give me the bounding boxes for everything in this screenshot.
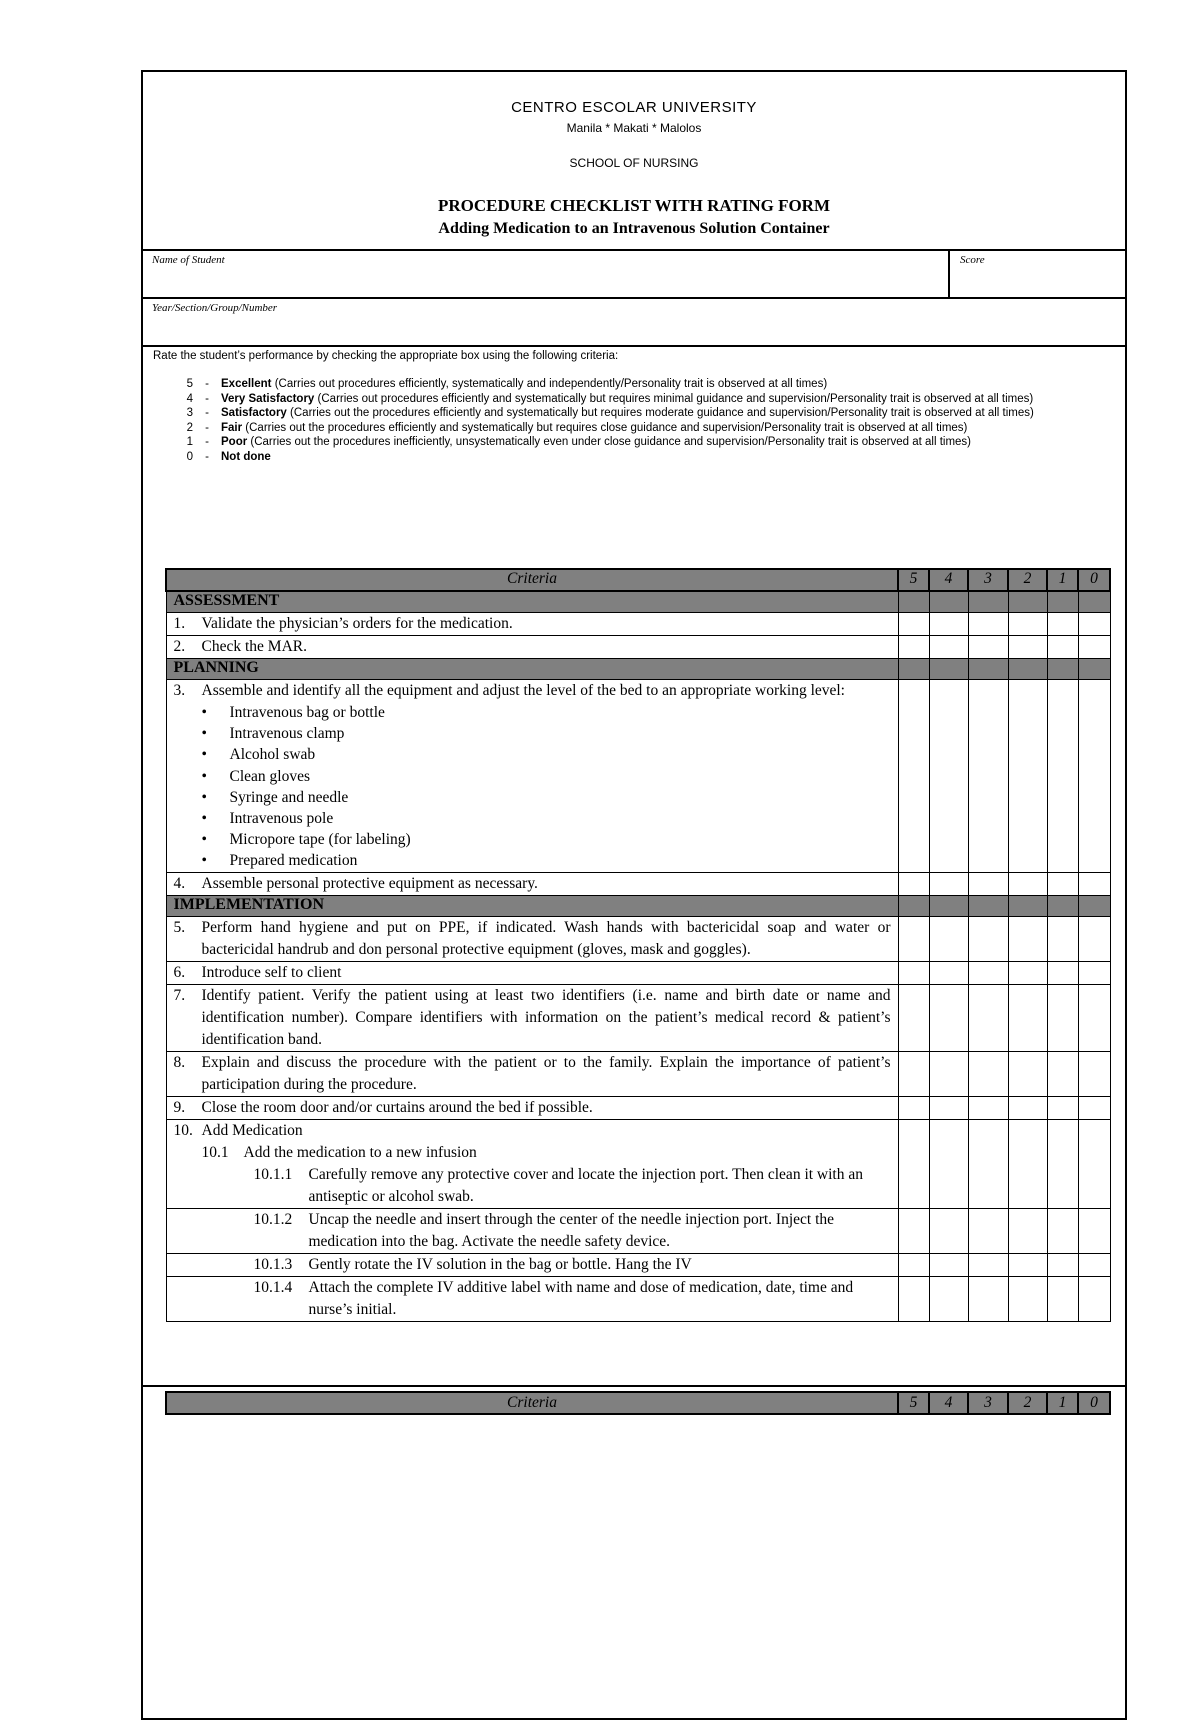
score-cell[interactable] — [968, 1276, 1008, 1321]
score-cell[interactable] — [1008, 1051, 1047, 1096]
form-title: PROCEDURE CHECKLIST WITH RATING FORM — [438, 196, 830, 215]
score-cell[interactable] — [898, 961, 929, 984]
section-implementation: IMPLEMENTATION — [166, 895, 898, 916]
criteria-item: 10.1.3 Gently rotate the IV solution in the bag or bottle. Hang the IV — [166, 1253, 898, 1276]
score-cell[interactable] — [968, 916, 1008, 961]
table-row — [166, 1276, 1110, 1321]
score-cell[interactable] — [968, 613, 1008, 636]
score-cell[interactable] — [1047, 984, 1078, 1051]
criteria-item: 2. Check the MAR. — [166, 636, 898, 659]
criteria-item: 7. Identify patient. Verify the patient using at least two identifiers (i.e. name and birth date or name and identification number). Compare identifiers with information on the patient’s medical record & patient’s identification band. — [166, 984, 898, 1051]
score-cell[interactable] — [929, 984, 968, 1051]
score-cell[interactable] — [1078, 872, 1110, 895]
score-cell[interactable] — [1008, 961, 1047, 984]
score-cell[interactable] — [929, 1096, 968, 1119]
list-item: • Intravenous clamp — [201, 725, 345, 743]
score-cell[interactable] — [1047, 1051, 1078, 1096]
divider — [143, 297, 1125, 299]
score-cell[interactable] — [898, 636, 929, 659]
score-cell[interactable] — [968, 961, 1008, 984]
score-cell[interactable] — [1078, 1208, 1110, 1253]
score-cell[interactable] — [898, 916, 929, 961]
table-row — [166, 1119, 1110, 1208]
score-cell[interactable] — [929, 1276, 968, 1321]
score-cell[interactable] — [1078, 1119, 1110, 1208]
section-planning: PLANNING — [166, 659, 898, 680]
criteria-item: 9. Close the room door and/or curtains around the bed if possible. — [166, 1096, 898, 1119]
score-header-0: 0 — [1078, 1392, 1110, 1414]
score-cell[interactable] — [1047, 1208, 1078, 1253]
score-cell[interactable] — [1008, 1276, 1047, 1321]
score-cell[interactable] — [898, 872, 929, 895]
score-cell[interactable] — [968, 984, 1008, 1051]
table-row — [166, 680, 1110, 873]
criteria-item: 10.1.4 Attach the complete IV additive label with name and dose of medication, date, time and nurse’s initial. — [166, 1276, 898, 1321]
table-row — [166, 1253, 1110, 1276]
score-cell[interactable] — [1078, 636, 1110, 659]
table-row — [166, 1208, 1110, 1253]
score-cell[interactable] — [929, 636, 968, 659]
section-row — [166, 591, 1110, 613]
score-cell[interactable] — [1047, 916, 1078, 961]
criteria-table — [165, 568, 1111, 1322]
list-item: • Syringe and needle — [201, 788, 349, 806]
criteria-item: 6. Introduce self to client — [166, 961, 898, 984]
rating-level: 5 - Excellent (Carries out procedures efficiently, systematically and independently/Personality trait is observed at all times) — [186, 378, 828, 390]
score-cell[interactable] — [1008, 1119, 1047, 1208]
rating-level: 1 - Poor (Carries out the procedures inefficiently, unsystematically even under close guidance and supervision/Personality trait is observed at all times) — [186, 436, 971, 448]
campus-list: Manila * Makati * Malolos — [566, 121, 702, 135]
score-cell[interactable] — [1047, 1253, 1078, 1276]
score-cell[interactable] — [1078, 961, 1110, 984]
score-cell[interactable] — [1078, 1096, 1110, 1119]
criteria-item: 3. Assemble and identify all the equipment and adjust the level of the bed to an appropriate working level: • Intravenous bag or bottle • Intravenous clamp • Alcohol swab • Clean gloves • Syringe and needle • Intravenous pole • Micropore tape (for labeling) • Prepared medication — [166, 680, 898, 873]
score-cell[interactable] — [1078, 1253, 1110, 1276]
score-header-4: 4 — [929, 569, 968, 591]
table-header-row — [166, 1392, 1110, 1414]
university-name: CENTRO ESCOLAR UNIVERSITY — [511, 99, 757, 116]
table-row — [166, 984, 1110, 1051]
divider — [143, 249, 1125, 251]
score-cell[interactable] — [898, 1051, 929, 1096]
score-cell[interactable] — [929, 1208, 968, 1253]
score-cell[interactable] — [968, 1253, 1008, 1276]
rating-level: 0 - Not done — [186, 450, 271, 463]
score-cell[interactable] — [898, 1119, 929, 1208]
score-cell[interactable] — [1008, 680, 1047, 873]
table-row — [166, 613, 1110, 636]
list-item: • Prepared medication — [201, 852, 358, 870]
score-cell[interactable] — [1047, 680, 1078, 873]
table-row — [166, 961, 1110, 984]
score-cell[interactable] — [898, 613, 929, 636]
score-cell[interactable] — [968, 1208, 1008, 1253]
score-cell[interactable] — [1047, 613, 1078, 636]
score-cell[interactable] — [1047, 1096, 1078, 1119]
score-cell[interactable] — [1008, 1096, 1047, 1119]
rating-level: 4 - Very Satisfactory (Carries out procedures efficiently and systematically but requires minimal guidance and supervision/Personality trait is observed at all times) — [186, 392, 1034, 405]
criteria-item: 8. Explain and discuss the procedure with the patient or to the family. Explain the importance of patient’s participation during the procedure. — [166, 1051, 898, 1096]
divider — [143, 345, 1125, 347]
score-cell[interactable] — [898, 984, 929, 1051]
list-item: • Alcohol swab — [201, 746, 316, 764]
score-cell[interactable] — [968, 1051, 1008, 1096]
score-cell[interactable] — [1047, 872, 1078, 895]
score-cell[interactable] — [1047, 1276, 1078, 1321]
score-cell[interactable] — [1008, 916, 1047, 961]
score-label: Score — [960, 254, 985, 266]
criteria-table-continued — [165, 1391, 1111, 1415]
rating-level: 3 - Satisfactory (Carries out the procedures efficiently and systematically but requires moderate guidance and supervision/Personality trait is observed at all times) — [186, 407, 1034, 419]
score-cell[interactable] — [929, 1051, 968, 1096]
table-row — [166, 1096, 1110, 1119]
criteria-item: 10.1.2 Uncap the needle and insert through the center of the needle injection port. Inject the medication into the bag. Activate the needle safety device. — [166, 1208, 898, 1253]
score-cell[interactable] — [1008, 636, 1047, 659]
form-frame — [141, 70, 1127, 1720]
score-cell[interactable] — [1047, 636, 1078, 659]
score-header-3: 3 — [968, 1392, 1008, 1414]
criteria-item: 1. Validate the physician’s orders for the medication. — [166, 613, 898, 636]
score-cell[interactable] — [898, 680, 929, 873]
score-cell[interactable] — [1078, 613, 1110, 636]
score-cell[interactable] — [1047, 1119, 1078, 1208]
score-cell[interactable] — [968, 1119, 1008, 1208]
rating-scale — [153, 377, 1108, 464]
table-row — [166, 916, 1110, 961]
procedure-title: Adding Medication to an Intravenous Solution Container — [438, 220, 830, 237]
score-header-1: 1 — [1047, 1392, 1078, 1414]
score-cell[interactable] — [1078, 1276, 1110, 1321]
score-cell[interactable] — [929, 1253, 968, 1276]
score-header-1: 1 — [1047, 569, 1078, 591]
score-header-2: 2 — [1008, 569, 1047, 591]
score-header-4: 4 — [929, 1392, 968, 1414]
section-row — [166, 895, 1110, 916]
name-of-student-label: Name of Student — [152, 254, 225, 266]
year-section-label: Year/Section/Group/Number — [152, 302, 278, 314]
criteria-item: 5. Perform hand hygiene and put on PPE, if indicated. Wash hands with bactericidal soap and water or bactericidal handrub and don personal protective equipment (gloves, mask and goggles). — [166, 916, 898, 961]
score-cell[interactable] — [1008, 984, 1047, 1051]
criteria-item: 4. Assemble personal protective equipment as necessary. — [166, 872, 898, 895]
table-row — [166, 1051, 1110, 1096]
score-cell[interactable] — [1078, 680, 1110, 873]
score-header-2: 2 — [1008, 1392, 1047, 1414]
score-cell[interactable] — [929, 613, 968, 636]
rating-level: 2 - Fair (Carries out the procedures efficiently and systematically but requires close guidance and supervision/Personality trait is observed at all times) — [186, 421, 968, 434]
list-item: • Clean gloves — [201, 767, 310, 785]
form-header — [143, 72, 1125, 249]
score-cell[interactable] — [1008, 872, 1047, 895]
list-item: • Micropore tape (for labeling) — [201, 831, 411, 849]
score-cell[interactable] — [898, 1208, 929, 1253]
table-header-row — [166, 569, 1110, 591]
score-cell[interactable] — [898, 1096, 929, 1119]
score-cell[interactable] — [1008, 613, 1047, 636]
equipment-list — [174, 702, 891, 872]
criteria-header: Criteria — [166, 1392, 898, 1414]
score-cell[interactable] — [1008, 1253, 1047, 1276]
score-cell[interactable] — [929, 916, 968, 961]
school-name: SCHOOL OF NURSING — [569, 156, 699, 170]
criteria-header: Criteria — [166, 569, 898, 591]
score-header-0: 0 — [1078, 569, 1110, 591]
score-header-3: 3 — [968, 569, 1008, 591]
score-header-5: 5 — [898, 569, 929, 591]
section-assessment: ASSESSMENT — [166, 591, 898, 613]
page-break-line — [143, 1385, 1125, 1387]
list-item: • Intravenous bag or bottle — [201, 704, 385, 721]
score-cell[interactable] — [929, 1119, 968, 1208]
score-cell[interactable] — [968, 1096, 1008, 1119]
score-cell[interactable] — [929, 872, 968, 895]
score-cell[interactable] — [968, 680, 1008, 873]
score-cell[interactable] — [898, 1253, 929, 1276]
score-cell[interactable] — [1078, 916, 1110, 961]
score-cell[interactable] — [929, 680, 968, 873]
score-cell[interactable] — [898, 1276, 929, 1321]
section-row — [166, 659, 1110, 680]
score-cell[interactable] — [1078, 1051, 1110, 1096]
score-cell[interactable] — [929, 961, 968, 984]
score-cell[interactable] — [1008, 1208, 1047, 1253]
score-header-5: 5 — [898, 1392, 929, 1414]
score-cell[interactable] — [1078, 984, 1110, 1051]
divider — [948, 249, 950, 297]
criteria-item: 10. Add Medication 10.1 Add the medication to a new infusion 10.1.1 Carefully remove any protective cover and locate the injection port. Then clean it with an antiseptic or alcohol swab. — [166, 1119, 898, 1208]
score-cell[interactable] — [968, 636, 1008, 659]
table-row — [166, 872, 1110, 895]
score-cell[interactable] — [968, 872, 1008, 895]
rating-instruction: Rate the student’s performance by checking the appropriate box using the following criteria: — [153, 350, 619, 362]
table-row — [166, 636, 1110, 659]
score-cell[interactable] — [1047, 961, 1078, 984]
list-item: • Intravenous pole — [201, 810, 334, 828]
